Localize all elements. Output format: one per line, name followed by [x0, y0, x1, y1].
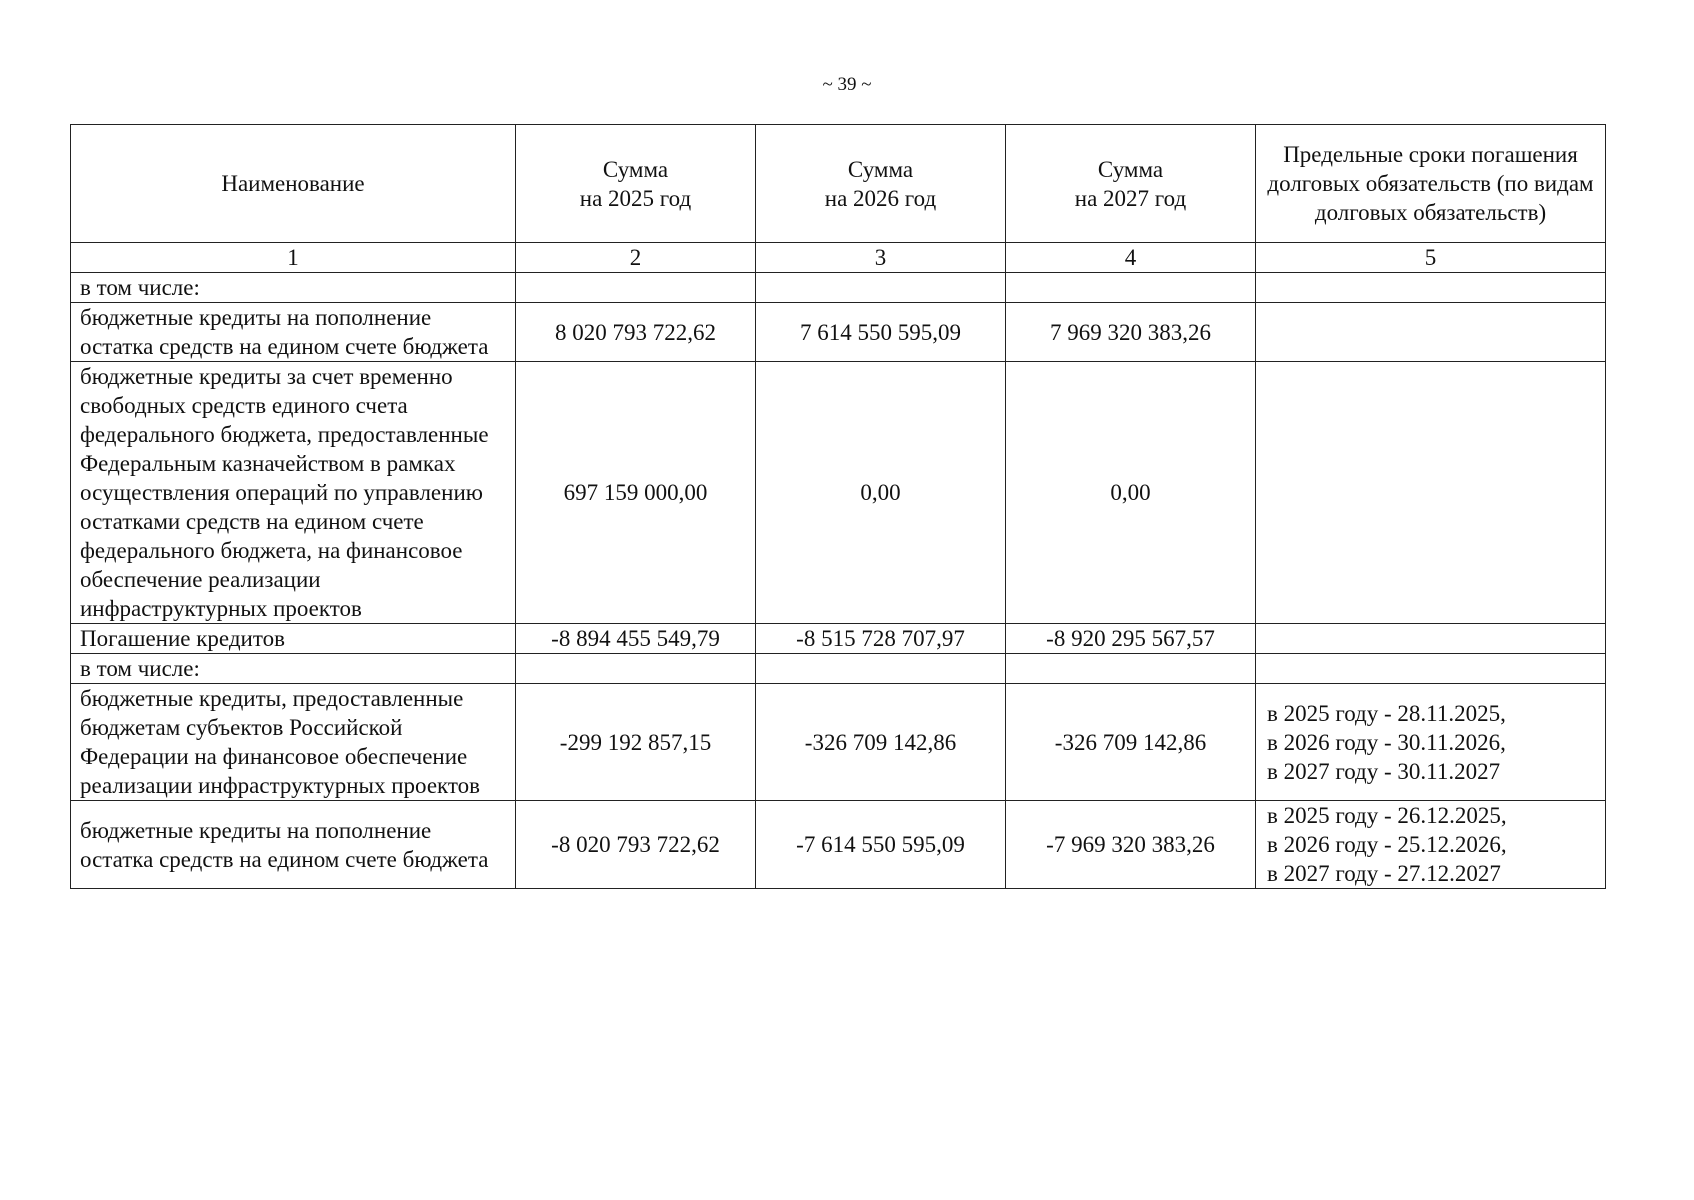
row-terms: в 2025 году - 26.12.2025, в 2026 году - 25.12.2026, в 2027 году - 27.12.2027	[1256, 801, 1606, 889]
table-row	[71, 801, 1606, 889]
row-sum-2025: -299 192 857,15	[516, 684, 756, 801]
row-sum-2025: 697 159 000,00	[516, 362, 756, 624]
row-name: Погашение кредитов	[71, 624, 516, 654]
budget-table	[70, 124, 1606, 889]
row-sum-2027: -7 969 320 383,26	[1006, 801, 1256, 889]
header-name: Наименование	[71, 125, 516, 243]
row-terms	[1256, 654, 1606, 684]
row-sum-2027	[1006, 654, 1256, 684]
header-sum-2027: Сумма на 2027 год	[1006, 125, 1256, 243]
row-terms: в 2025 году - 28.11.2025, в 2026 году - 30.11.2026, в 2027 году - 30.11.2027	[1256, 684, 1606, 801]
column-numbers-row	[71, 243, 1606, 273]
row-sum-2027: 0,00	[1006, 362, 1256, 624]
row-sum-2025: -8 894 455 549,79	[516, 624, 756, 654]
table-row	[71, 624, 1606, 654]
row-name: в том числе:	[71, 654, 516, 684]
column-number: 2	[516, 243, 756, 273]
row-sum-2026: 7 614 550 595,09	[756, 303, 1006, 362]
row-terms	[1256, 362, 1606, 624]
row-name: бюджетные кредиты за счет временно свободных средств единого счета федерального бюджета, предоставленные Федеральным казначейством в рамках осуществления операций по управлению остатками средств на едином счете федерального бюджета, на финансовое обеспечение реализации инфраструктурных проектов	[71, 362, 516, 624]
row-sum-2026: -326 709 142,86	[756, 684, 1006, 801]
row-terms	[1256, 273, 1606, 303]
row-terms	[1256, 303, 1606, 362]
row-sum-2027: -8 920 295 567,57	[1006, 624, 1256, 654]
column-number: 4	[1006, 243, 1256, 273]
table-row	[71, 684, 1606, 801]
row-sum-2026: -8 515 728 707,97	[756, 624, 1006, 654]
row-sum-2027: 7 969 320 383,26	[1006, 303, 1256, 362]
row-sum-2026	[756, 654, 1006, 684]
row-sum-2025: -8 020 793 722,62	[516, 801, 756, 889]
page-number: ~ 39 ~	[822, 74, 872, 95]
row-sum-2026	[756, 273, 1006, 303]
column-number: 1	[71, 243, 516, 273]
row-sum-2027: -326 709 142,86	[1006, 684, 1256, 801]
row-sum-2025: 8 020 793 722,62	[516, 303, 756, 362]
row-name: в том числе:	[71, 273, 516, 303]
table-row	[71, 273, 1606, 303]
row-name: бюджетные кредиты на пополнение остатка средств на едином счете бюджета	[71, 303, 516, 362]
column-number: 3	[756, 243, 1006, 273]
table-row	[71, 654, 1606, 684]
table-row	[71, 362, 1606, 624]
table-row	[71, 303, 1606, 362]
row-sum-2025	[516, 273, 756, 303]
row-sum-2026: -7 614 550 595,09	[756, 801, 1006, 889]
row-name: бюджетные кредиты на пополнение остатка средств на едином счете бюджета	[71, 801, 516, 889]
row-sum-2025	[516, 654, 756, 684]
row-sum-2026: 0,00	[756, 362, 1006, 624]
header-sum-2026: Сумма на 2026 год	[756, 125, 1006, 243]
header-terms: Предельные сроки погашения долговых обязательств (по видам долговых обязательств)	[1256, 125, 1606, 243]
header-sum-2025: Сумма на 2025 год	[516, 125, 756, 243]
row-name: бюджетные кредиты, предоставленные бюджетам субъектов Российской Федерации на финансовое обеспечение реализации инфраструктурных проектов	[71, 684, 516, 801]
row-terms	[1256, 624, 1606, 654]
column-number: 5	[1256, 243, 1606, 273]
table-header-row	[71, 125, 1606, 243]
row-sum-2027	[1006, 273, 1256, 303]
